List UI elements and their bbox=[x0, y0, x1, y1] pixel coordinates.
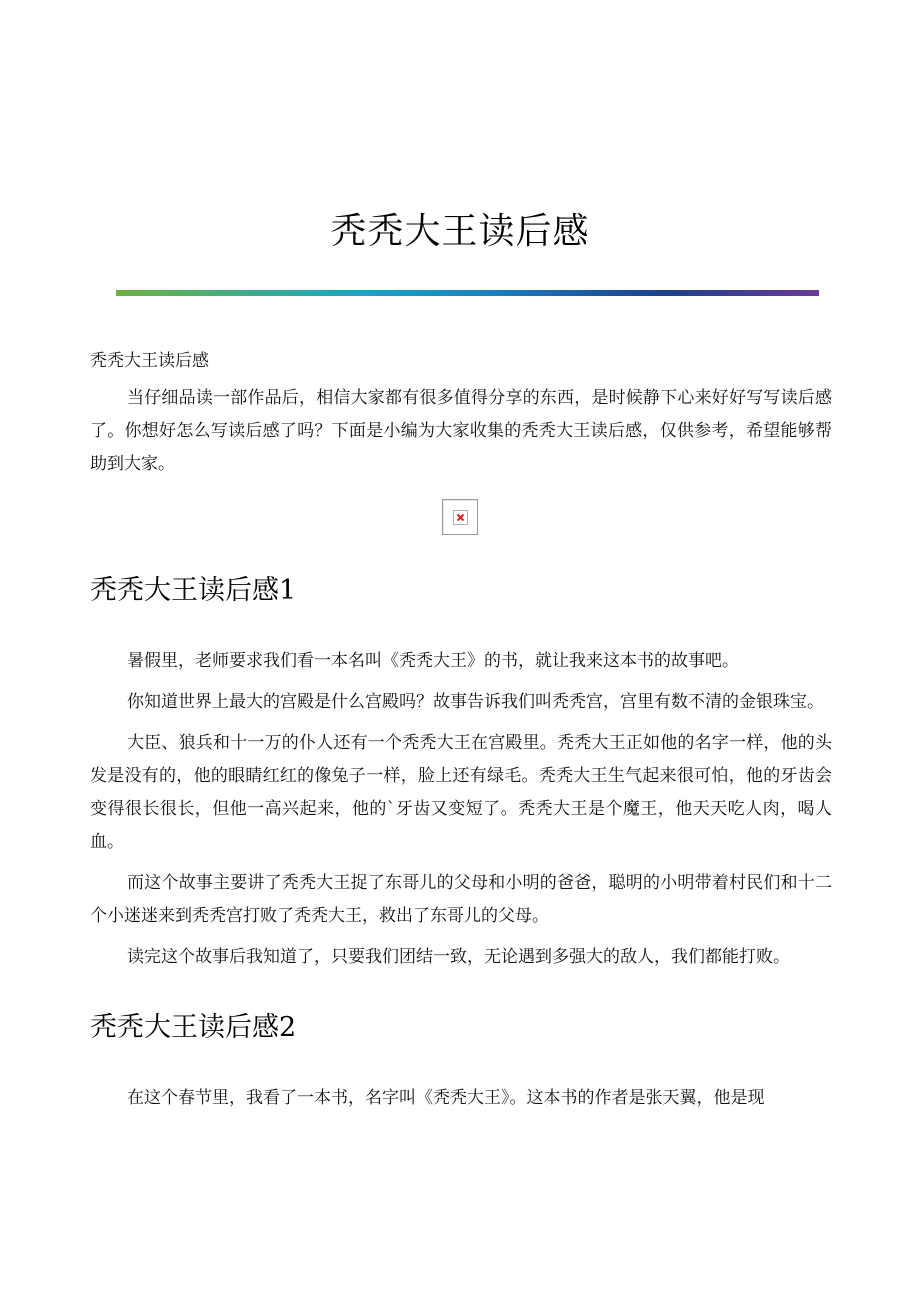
broken-image-icon bbox=[442, 499, 478, 535]
section-paragraph: 在这个春节里，我看了一本书，名字叫《秃秃大王》。这本书的作者是张天翼，他是现 bbox=[127, 1088, 765, 1108]
section-spacer bbox=[90, 982, 832, 1008]
section-paragraph: 暑假里，老师要求我们看一本名叫《秃秃大王》的书，就让我来这本书的故事吧。 bbox=[127, 651, 739, 671]
document-title: 秃秃大王读后感 bbox=[330, 211, 590, 253]
section-paragraph: 读完这个故事后我知道了，只要我们团结一致，无论遇到多强大的敌人，我们都能打败。 bbox=[127, 947, 790, 967]
document-subtitle: 秃秃大王读后感 bbox=[90, 351, 209, 371]
section-paragraph: 你知道世界上最大的宫殿是什么宫殿吗？故事告诉我们叫秃秃宫，宫里有数不清的金银珠宝。 bbox=[127, 692, 824, 712]
section-paragraph: 大臣、狼兵和十一万的仆人还有一个秃秃大王在宫殿里。秃秃大王正如他的名字一样，他的头发是没有的，他的眼睛红红的像兔子一样，脸上还有绿毛。秃秃大王生气起来很可怕，他的牙齿会变得很长很长，但他一高兴起来，他的`牙齿又变短了。秃秃大王是个魔王，他天天吃人肉，喝人血。 bbox=[90, 733, 832, 852]
image-placeholder bbox=[90, 499, 832, 543]
intro-paragraph: 当仔细品读一部作品后，相信大家都有很多值得分享的东西，是时候静下心来好好写写读后感了。你想好怎么写读后感了吗？下面是小编为大家收集的秃秃大王读后感，仅供参考，希望能够帮助到大家。 bbox=[90, 388, 832, 474]
title-gradient-rule bbox=[116, 290, 819, 296]
section-heading: 秃秃大王读后感2 bbox=[90, 1012, 297, 1043]
document-body bbox=[90, 344, 832, 1123]
section-paragraph: 而这个故事主要讲了秃秃大王捉了东哥儿的父母和小明的爸爸，聪明的小明带着村民们和十二个小迷迷来到秃秃宫打败了秃秃大王，救出了东哥儿的父母。 bbox=[90, 873, 832, 926]
section-heading: 秃秃大王读后感1 bbox=[90, 575, 297, 606]
